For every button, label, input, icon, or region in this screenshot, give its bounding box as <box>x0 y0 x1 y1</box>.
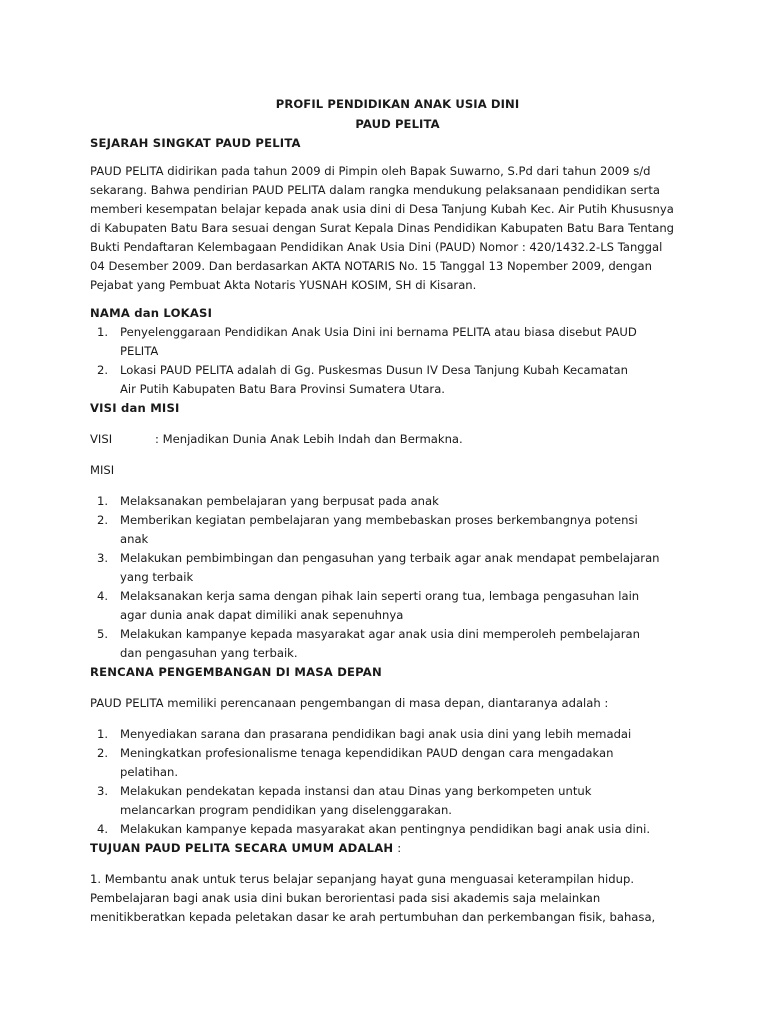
list-item: 2. Meningkatkan profesionalisme tenaga kependidikan PAUD dengan cara mengadakan pelatihan. <box>97 746 614 779</box>
paragraph-line: Pembelajaran bagi anak usia dini bukan berorientasi pada sisi akademis saja melainkan <box>90 891 601 905</box>
visi-row <box>90 430 690 449</box>
visi-label: VISI <box>90 432 113 446</box>
rencana-intro: PAUD PELITA memiliki perencanaan pengembangan di masa depan, diantaranya adalah : <box>90 696 609 710</box>
rencana-heading: RENCANA PENGEMBANGAN DI MASA DEPAN <box>90 665 382 679</box>
list-item: 2. Lokasi PAUD PELITA adalah di Gg. Puskesmas Dusun IV Desa Tanjung Kubah Kecamatan Air Putih Kabupaten Batu Bara Provinsi Sumatera Utara. <box>97 363 628 396</box>
misi-list <box>90 492 690 663</box>
paragraph-line: di Kabupaten Batu Bara sesuai dengan Surat Kepala Dinas Pendidikan Kabupaten Batu Bara Tentang <box>90 221 675 235</box>
title-line-2: PAUD PELITA <box>355 117 440 131</box>
rencana-list <box>90 725 690 839</box>
list-item: 4. Melakukan kampanye kepada masyarakat akan pentingnya pendidikan bagi anak usia dini. <box>97 822 651 836</box>
document-page <box>90 94 690 927</box>
list-item: 4. Melaksanakan kerja sama dengan pihak lain seperti orang tua, lembaga pengasuhan lain agar dunia anak dapat dimiliki anak sepenuhnya <box>97 589 640 622</box>
paragraph-line: PAUD PELITA didirikan pada tahun 2009 di Pimpin oleh Bapak Suwarno, S.Pd dari tahun 2009 s/d <box>90 164 651 178</box>
list-item: 1. Menyediakan sarana dan prasarana pendidikan bagi anak usia dini yang lebih memadai <box>97 727 632 741</box>
paragraph-line: Pejabat yang Pembuat Akta Notaris YUSNAH KOSIM, SH di Kisaran. <box>90 278 477 292</box>
title-line-1: PROFIL PENDIDIKAN ANAK USIA DINI <box>275 97 520 111</box>
nama-lokasi-heading: NAMA dan LOKASI <box>90 306 213 320</box>
paragraph-line: 1. Membantu anak untuk terus belajar sepanjang hayat guna menguasai keterampilan hidup. <box>90 872 635 886</box>
visi-misi-heading: VISI dan MISI <box>90 401 180 415</box>
tujuan-paragraph <box>90 870 690 927</box>
paragraph-line: menitikberatkan kepada peletakan dasar ke arah pertumbuhan dan perkembangan fisik, bahasa, <box>90 910 656 924</box>
list-item: 3. Melakukan pendekatan kepada instansi dan atau Dinas yang berkompeten untuk melancarkan program pendidikan yang diselenggarakan. <box>97 784 592 817</box>
nama-lokasi-list <box>90 323 690 399</box>
list-item: 5. Melakukan kampanye kepada masyarakat agar anak usia dini memperoleh pembelajaran dan pengasuhan yang terbaik. <box>97 627 640 660</box>
sejarah-paragraph <box>90 162 690 295</box>
paragraph-line: Bukti Pendaftaran Kelembagaan Pendidikan Anak Usia Dini (PAUD) Nomor : 420/1432.2-LS Tanggal <box>90 240 663 254</box>
list-item: 2. Memberikan kegiatan pembelajaran yang membebaskan proses berkembangnya potensi anak <box>97 513 638 546</box>
paragraph-line: sekarang. Bahwa pendirian PAUD PELITA dalam rangka mendukung pelaksanaan pendidikan serta <box>90 183 660 197</box>
list-item: 1. Melaksanakan pembelajaran yang berpusat pada anak <box>97 494 439 508</box>
list-item: 1. Penyelenggaraan Pendidikan Anak Usia Dini ini bernama PELITA atau biasa disebut PAUD PELITA <box>97 325 637 358</box>
visi-text: : Menjadikan Dunia Anak Lebih Indah dan Bermakna. <box>155 432 463 446</box>
document-title <box>105 94 690 134</box>
misi-label: MISI <box>90 463 115 477</box>
paragraph-line: memberi kesempatan belajar kepada anak usia dini di Desa Tanjung Kubah Kec. Air Putih Khususnya <box>90 202 674 216</box>
tujuan-heading: TUJUAN PAUD PELITA SECARA UMUM ADALAH : <box>90 841 402 855</box>
sejarah-heading: SEJARAH SINGKAT PAUD PELITA <box>90 136 301 150</box>
list-item: 3. Melakukan pembimbingan dan pengasuhan yang terbaik agar anak mendapat pembelajaran yang terbaik <box>97 551 660 584</box>
paragraph-line: 04 Desember 2009. Dan berdasarkan AKTA NOTARIS No. 15 Tanggal 13 Nopember 2009, dengan <box>90 259 652 273</box>
